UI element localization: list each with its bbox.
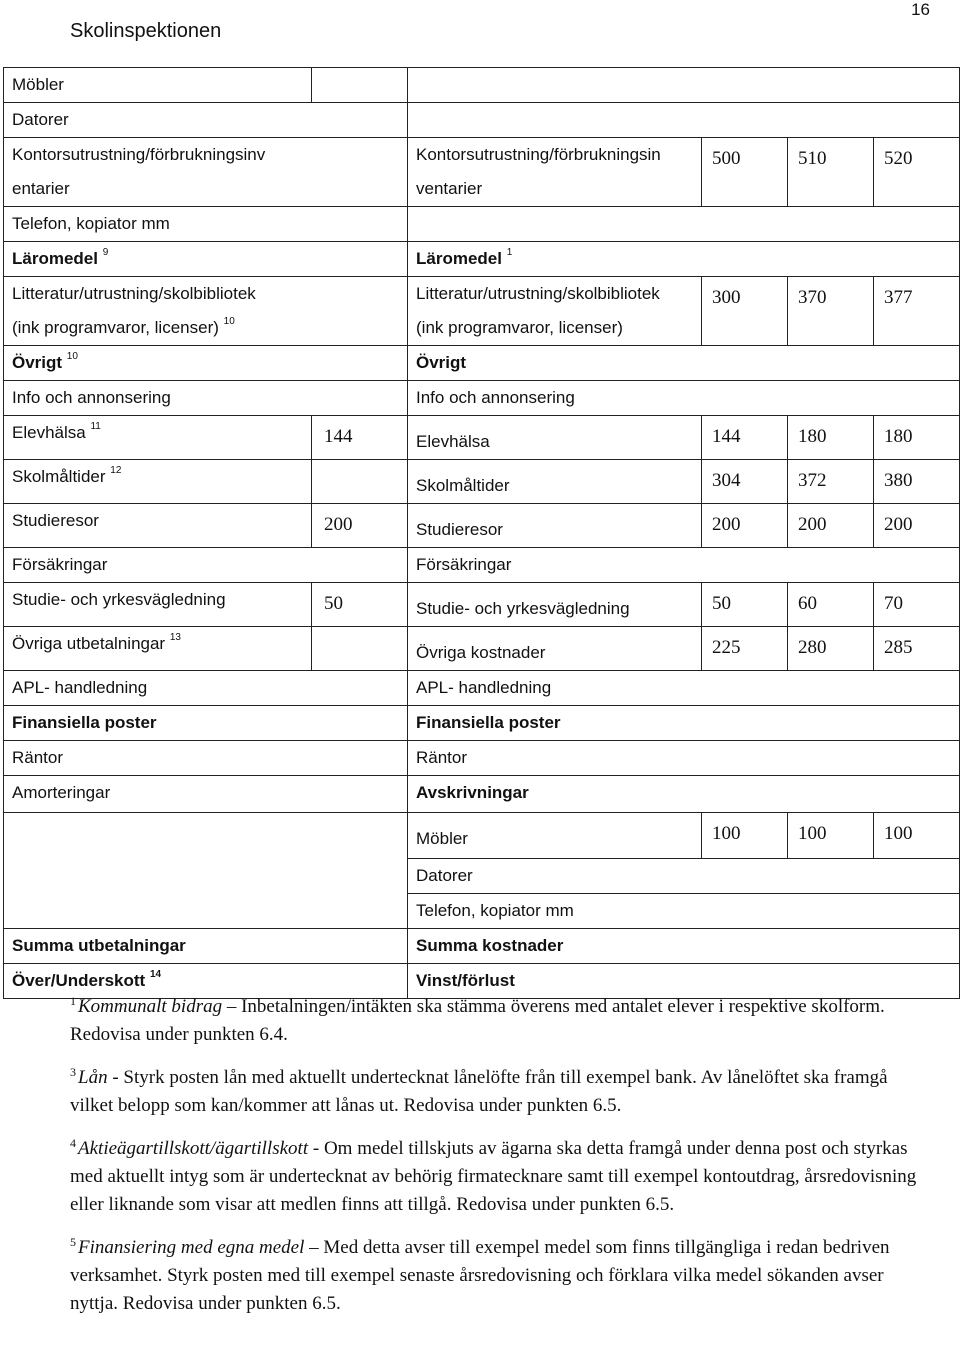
left-label-text: Över/Underskott — [12, 971, 146, 990]
left-label: Möbler — [4, 68, 312, 103]
right-label: APL- handledning — [408, 671, 960, 706]
footnote-text: Inbetalningen/intäkten ska stämma överens med antalet elever i respektive skolform. Redovisa under punkten 6.4. — [70, 996, 885, 1045]
footnote-mark: 5 — [70, 1234, 76, 1249]
value-col-2: 510 — [788, 138, 874, 207]
value-col-1: 200 — [702, 504, 788, 548]
right-label: Möbler — [408, 813, 702, 859]
table-row — [4, 583, 960, 627]
footnote-separator: - — [107, 1067, 124, 1088]
left-label — [4, 929, 408, 964]
footnote-ref: 1 — [506, 247, 513, 259]
table-row — [4, 346, 960, 381]
value-col-1: 304 — [702, 460, 788, 504]
value-col-3: 520 — [874, 138, 960, 207]
left-label: Räntor — [4, 741, 408, 776]
right-label-text: Vinst/förlust — [416, 971, 515, 990]
value-col-1: 300 — [702, 277, 788, 346]
table-row — [4, 68, 960, 103]
footnote-mark: 1 — [70, 993, 76, 1008]
left-label-text: Övriga utbetalningar — [12, 634, 166, 653]
left-blank — [4, 813, 408, 929]
page-header-title: Skolinspektionen — [70, 20, 222, 42]
right-label: Skolmåltider — [408, 460, 702, 504]
table-row — [4, 776, 960, 813]
value-col-2: 370 — [788, 277, 874, 346]
right-label-line1: Litteratur/utrustning/skolbibliotek — [416, 284, 660, 303]
footnote — [70, 1064, 930, 1120]
footnote-mark: 4 — [70, 1135, 76, 1150]
table-row — [4, 381, 960, 416]
table-row — [4, 242, 960, 277]
left-label-text: Finansiella poster — [12, 713, 157, 732]
right-label — [408, 706, 960, 741]
table-row — [4, 671, 960, 706]
right-label: Övriga kostnader — [408, 627, 702, 671]
table-row — [4, 207, 960, 242]
footnote-separator: – — [222, 996, 242, 1017]
left-value: 50 — [312, 583, 408, 627]
left-label — [4, 416, 312, 460]
right-label: Studieresor — [408, 504, 702, 548]
left-value: 200 — [312, 504, 408, 548]
left-value — [312, 460, 408, 504]
left-label: Info och annonsering — [4, 381, 408, 416]
right-label: Elevhälsa — [408, 416, 702, 460]
left-label-text: Övrigt — [12, 353, 63, 372]
right-blank — [408, 207, 960, 242]
left-label: Datorer — [4, 103, 408, 138]
footnote-ref: 13 — [169, 632, 181, 644]
left-label-text: Läromedel — [12, 249, 98, 268]
left-label-line2: entarier — [12, 179, 70, 198]
right-label: Info och annonsering — [408, 381, 960, 416]
table-row — [4, 813, 960, 859]
right-label-text: Övrigt — [416, 353, 467, 372]
table-row — [4, 138, 960, 207]
budget-table — [3, 67, 960, 999]
value-col-2: 372 — [788, 460, 874, 504]
table-row — [4, 706, 960, 741]
footnotes — [70, 993, 930, 1333]
right-label-text: Finansiella poster — [416, 713, 561, 732]
right-label-text: Avskrivningar — [416, 783, 529, 802]
value-col-3: 377 — [874, 277, 960, 346]
table-row — [4, 103, 960, 138]
value-col-2: 180 — [788, 416, 874, 460]
table-row — [4, 741, 960, 776]
value-col-1: 500 — [702, 138, 788, 207]
footnote — [70, 993, 930, 1049]
value-col-3: 200 — [874, 504, 960, 548]
right-blank — [408, 103, 960, 138]
left-label-text: Summa utbetalningar — [12, 936, 186, 955]
right-label — [408, 277, 702, 346]
left-label — [4, 460, 312, 504]
value-col-3: 180 — [874, 416, 960, 460]
value-col-1: 50 — [702, 583, 788, 627]
table-row — [4, 627, 960, 671]
value-col-3: 70 — [874, 583, 960, 627]
left-label — [4, 138, 408, 207]
right-label-text: Summa kostnader — [416, 936, 564, 955]
left-label-line2-text: (ink programvaror, licenser) — [12, 318, 219, 337]
left-value — [312, 627, 408, 671]
right-label — [408, 242, 960, 277]
right-label-text: Läromedel — [416, 249, 502, 268]
right-label — [408, 138, 702, 207]
footnote-text: Om medel tillskjuts av ägarna ska detta framgå under denna post och styrkas med aktuellt intyg som är undertecknat av behörig firmatecknare samt till exempel kontoutdrag, årsredovisning eller liknande som visar att medlen finns att tillgå. Redovisa under punkten 6.5. — [70, 1138, 917, 1215]
left-label — [4, 706, 408, 741]
table-row — [4, 277, 960, 346]
value-col-1: 100 — [702, 813, 788, 859]
footnote-separator: - — [308, 1138, 324, 1159]
footnote-ref: 14 — [149, 969, 162, 981]
right-label: Datorer — [408, 859, 960, 894]
table-row — [4, 548, 960, 583]
left-label-text: Elevhälsa — [12, 423, 86, 442]
left-value — [312, 68, 408, 103]
value-col-3: 100 — [874, 813, 960, 859]
right-label-line2: ventarier — [416, 179, 483, 198]
right-label: Räntor — [408, 741, 960, 776]
left-label — [4, 346, 408, 381]
right-label — [408, 929, 960, 964]
footnote-mark: 3 — [70, 1064, 76, 1079]
table-row — [4, 416, 960, 460]
value-col-1: 225 — [702, 627, 788, 671]
table-row — [4, 504, 960, 548]
value-col-2: 280 — [788, 627, 874, 671]
right-label — [408, 776, 960, 813]
left-label-line2 — [12, 311, 407, 345]
left-label: Försäkringar — [4, 548, 408, 583]
left-label — [4, 277, 408, 346]
footnote-ref: 9 — [102, 247, 109, 259]
value-col-3: 380 — [874, 460, 960, 504]
footnote-separator: – — [304, 1237, 324, 1258]
footnote-ref: 10 — [66, 351, 78, 363]
footnote-text: Styrk posten lån med aktuellt undertecknat lånelöfte från till exempel bank. Av lånelöftet ska framgå vilket belopp som kan/kommer att lånas ut. Redovisa under punkten 6.5. — [70, 1067, 888, 1116]
footnote-ref: 12 — [110, 465, 122, 477]
value-col-1: 144 — [702, 416, 788, 460]
footnote — [70, 1135, 930, 1219]
value-col-2: 200 — [788, 504, 874, 548]
table-row — [4, 929, 960, 964]
right-label-line1: Kontorsutrustning/förbrukningsin — [416, 145, 661, 164]
right-label — [408, 346, 960, 381]
footnote-term: Kommunalt bidrag — [78, 996, 223, 1017]
value-col-3: 285 — [874, 627, 960, 671]
left-label: Studie- och yrkesvägledning — [4, 583, 312, 627]
left-label — [4, 627, 312, 671]
right-label: Försäkringar — [408, 548, 960, 583]
left-label-text: Skolmåltider — [12, 467, 106, 486]
left-label: Telefon, kopiator mm — [4, 207, 408, 242]
footnote-term: Aktieägartillskott/ägartillskott — [78, 1138, 309, 1159]
footnote-term: Lån — [78, 1067, 108, 1088]
page-number: 16 — [911, 0, 930, 19]
footnote-term: Finansiering med egna medel — [78, 1237, 305, 1258]
table-row — [4, 460, 960, 504]
left-label: Studieresor — [4, 504, 312, 548]
footnote-ref: 10 — [223, 316, 235, 328]
right-label: Studie- och yrkesvägledning — [408, 583, 702, 627]
right-blank — [408, 68, 960, 103]
footnote-text: Med detta avser till exempel medel som finns tillgängliga i redan bedriven verksamhet. Styrk posten med till exempel senaste årsredovisning och förklara vilka medel sökanden avser nyttja. Redovisa under punkten 6.5. — [70, 1237, 890, 1314]
footnote-ref: 11 — [90, 421, 101, 433]
left-label-line1: Litteratur/utrustning/skolbibliotek — [12, 284, 256, 303]
left-label: APL- handledning — [4, 671, 408, 706]
footnote — [70, 1234, 930, 1318]
left-value: 144 — [312, 416, 408, 460]
right-label-line2: (ink programvaror, licenser) — [416, 318, 623, 337]
left-label: Amorteringar — [4, 776, 408, 813]
right-label: Telefon, kopiator mm — [408, 894, 960, 929]
value-col-2: 100 — [788, 813, 874, 859]
left-label — [4, 242, 408, 277]
left-label-line1: Kontorsutrustning/förbrukningsinv — [12, 145, 266, 164]
value-col-2: 60 — [788, 583, 874, 627]
